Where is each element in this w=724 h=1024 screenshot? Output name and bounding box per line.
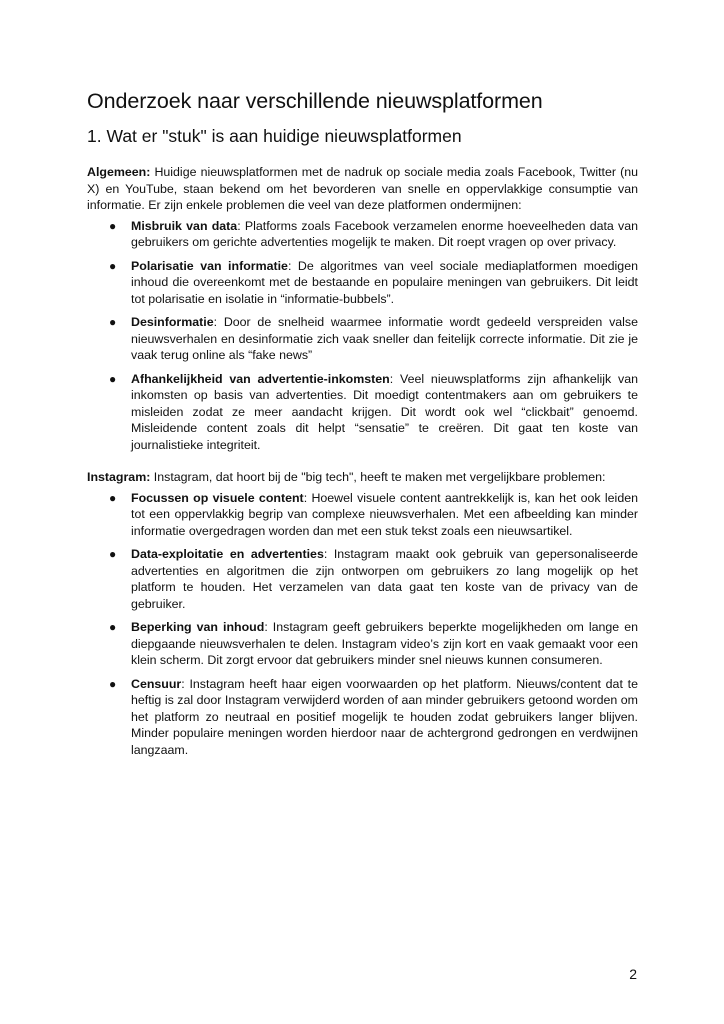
item-label: Data-exploitatie en advertenties xyxy=(131,547,324,561)
item-text: : Instagram geeft gebruikers beperkte mogelijkheden om lange en diepgaande nieuwsverhalen te delen. Instagram video’s zijn kort en vaak gemaakt voor een klein scherm. Dit zorgt ervoor dat gebruikers minder snel nieuws kunnen consumeren. xyxy=(131,620,638,667)
list-item xyxy=(87,218,638,251)
intro-text: Huidige nieuwsplatformen met de nadruk op sociale media zoals Facebook, Twitter (nu X) en YouTube, staan bekend om het bevorderen van snelle en oppervlakkige consumptie van informatie. Er zijn enkele problemen die veel van deze platformen ondermijnen: xyxy=(87,165,638,212)
bullet-icon: ● xyxy=(109,218,117,233)
item-text: : Door de snelheid waarmee informatie wordt gedeeld verspreiden valse nieuwsverhalen en desinformatie zich vaak sneller dan feitelijk correcte informatie. Dit zie je vaak terug online als “fake news” xyxy=(131,315,638,362)
bullet-icon: ● xyxy=(109,371,117,386)
bullet-icon: ● xyxy=(109,258,117,273)
section-heading: 1. Wat er "stuk" is aan huidige nieuwsplatformen xyxy=(87,126,462,146)
section-instagram xyxy=(87,469,638,758)
bullet-icon: ● xyxy=(109,620,117,634)
document-title: Onderzoek naar verschillende nieuwsplatformen xyxy=(87,89,543,113)
list-item xyxy=(87,676,638,759)
list-item xyxy=(87,371,638,454)
intro-label: Algemeen: xyxy=(87,165,151,179)
item-label: Censuur xyxy=(131,676,182,691)
intro-text: Instagram, dat hoort bij de "big tech", heeft te maken met vergelijkbare problemen: xyxy=(150,470,606,484)
bullet-icon: ● xyxy=(109,315,117,329)
intro-label: Instagram: xyxy=(87,470,151,484)
section-intro xyxy=(87,469,638,486)
list-item xyxy=(87,546,638,612)
list-item xyxy=(87,490,638,540)
item-text: : Hoewel visuele content aantrekkelijk is, kan het ook leiden tot een oppervlakkig begrip van complexe nieuwsverhalen. Met een afbeelding kan minder informatie overgedragen worden dan met een stuk tekst zoals een nieuwsartikel. xyxy=(131,490,638,538)
page-number: 2 xyxy=(629,966,637,982)
item-text: : Instagram heeft haar eigen voorwaarden op het platform. Nieuws/content dat te heftig is zal door Instagram verwijderd worden of aan minder gebruikers getoond worden om het platform zo neutraal en positief mogelijk te houden zodat gebruikers langer blijven. Minder populaire meningen worden hierdoor naar de achtergrond gedrongen en verdwijnen langzaam. xyxy=(131,676,638,757)
item-label: Beperking van inhoud xyxy=(131,620,265,634)
list-item xyxy=(87,258,638,308)
item-label: Focussen op visuele content xyxy=(131,490,304,505)
item-label: Misbruik van data xyxy=(131,218,238,233)
bullet-icon: ● xyxy=(109,676,117,691)
section-algemeen xyxy=(87,164,638,453)
document-page xyxy=(87,86,638,765)
item-text: : Platforms zoals Facebook verzamelen enorme hoeveelheden data van gebruikers om gerichte advertenties mogelijk te maken. Dit roept vragen op over privacy. xyxy=(131,218,638,249)
section-intro xyxy=(87,164,638,214)
item-label: Desinformatie xyxy=(131,315,214,329)
item-text: : Instagram maakt ook gebruik van gepersonaliseerde advertenties en algoritmen die zijn ontworpen om gebruikers zo lang mogelijk op het platform te houden. Het verzamelen van data gaat ten koste van de privacy van de gebruiker. xyxy=(131,547,638,611)
item-label: Afhankelijkheid van advertentie-inkomsten xyxy=(131,371,390,386)
bullet-icon: ● xyxy=(109,490,117,505)
bullet-list xyxy=(87,218,638,454)
item-text: : Veel nieuwsplatforms zijn afhankelijk van inkomsten op basis van advertenties. Dit moedigt contentmakers aan om gebruikers te misleiden zodat ze meer aandacht krijgen. Dit wordt ook wel “clickbait” genoemd. Misleidende content zoals dit helpt “sensatie” te creëren. Dit gaat ten koste van journalistieke integriteit. xyxy=(131,371,638,452)
list-item xyxy=(87,314,638,364)
item-text: : De algoritmes van veel sociale mediaplatformen moedigen inhoud die overeenkomt met de bestaande en populaire meningen van gebruikers. Dit leidt tot polarisatie en isolatie in “informatie-bubbels”. xyxy=(131,258,638,306)
bullet-icon: ● xyxy=(109,547,117,561)
list-item xyxy=(87,619,638,669)
item-label: Polarisatie van informatie xyxy=(131,258,288,273)
bullet-list xyxy=(87,490,638,759)
